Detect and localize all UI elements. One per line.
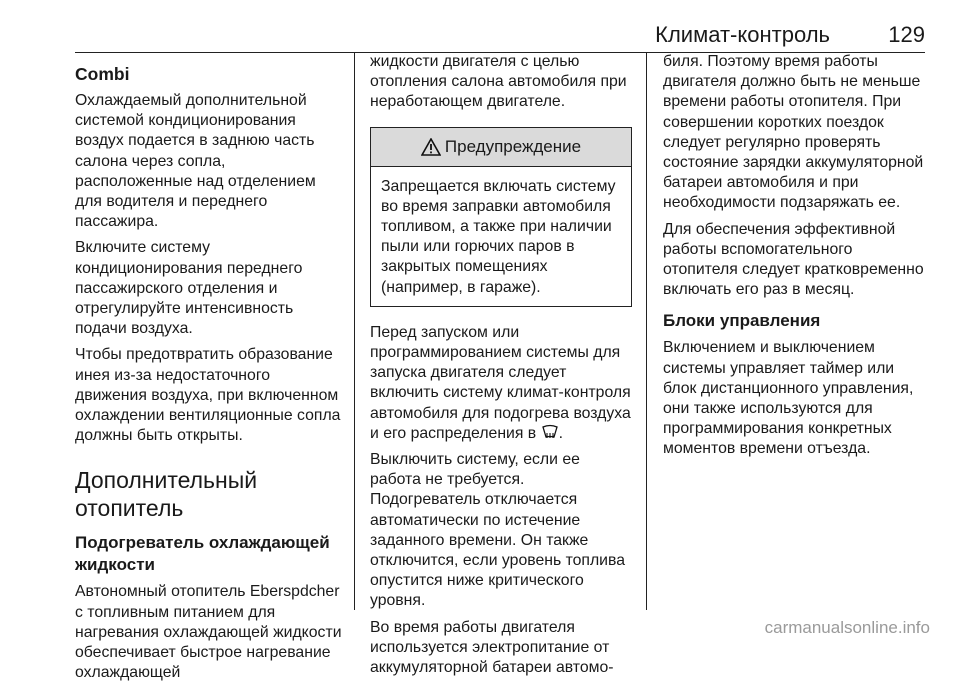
page-number: 129 [888, 22, 925, 47]
combi-paragraph-3: Чтобы предотвратить образование инея из-за недостаточного движения воздуха, при включенном охлаждении вентиляционные сопла должны быть открыты. [75, 346, 341, 445]
windshield-vent-icon [541, 424, 559, 440]
warning-text: Запрещается включать систему во время заправки автомобиля топливом, а также при наличии пыли или горючих паров в закрытых помещениях (например, в гараже). [381, 177, 616, 296]
efficiency-paragraph: Для обеспечения эффективной работы вспомогательного отопителя следует кратковременно включать его раз в месяц. [663, 220, 924, 299]
switch-off-paragraph: Выключить систему, если ее работа не требуется. Подогреватель отключается автоматически по истечение заданного времени. Он также отключится, если уровень топлива опустится ниже критического уровня. [370, 451, 626, 610]
combi-paragraph-1: Охлаждаемый дополнительной системой кондиционирования воздух подается в заднюю часть салона через сопла, расположенные над отделением для водителя и переднего пассажира. [75, 92, 316, 231]
before-start-text: Перед запуском или программированием системы для запуска двигателя следует включить систему климат-контроля автомобиля для подогрева воздуха и его распределения в [370, 323, 631, 442]
before-start-paragraph: Перед запуском или программированием системы для запуска двигателя следует включить систему климат-контроля автомобиля для подогрева воздуха и его распределения в . [370, 323, 631, 442]
column-middle [354, 52, 646, 677]
coolant-heading: Подогреватель охлаждающей жидкости [75, 533, 330, 575]
controls-paragraph: Включением и выключением системы управляет таймер или блок дистанционного управления, они также используются для программирования конкретных моментов времени отъезда. [663, 339, 914, 458]
warning-triangle-icon [421, 138, 441, 156]
watermark: carmanualsonline.info [764, 618, 930, 637]
page-header [75, 0, 925, 53]
warning-header [371, 128, 631, 167]
warning-body [371, 167, 631, 306]
combi-heading: Combi [75, 64, 130, 84]
heater-heading: Дополнительный отопитель [75, 467, 258, 522]
warning-title: Предупреждение [444, 136, 582, 156]
combi-paragraph-2: Включите систему кондиционирования переднего пассажирского отделения и отрегулируйте интенсивность подачи воздуха. [75, 239, 303, 338]
warning-box [370, 127, 632, 307]
column-left [75, 52, 354, 682]
header-title: Климат-контроль [655, 22, 830, 47]
controls-heading: Блоки управления [663, 311, 821, 331]
column-right [646, 52, 926, 610]
continued-paragraph: жидкости двигателя с целью отопления салона автомобиля при неработающем двигателе. [370, 53, 627, 111]
coolant-paragraph-1: Автономный отопитель Eberspdcher с топливным питанием для нагревания охлаждающей жидкости обеспечивает быстрое нагревание охлаждающей [75, 583, 342, 682]
during-operation-paragraph: Во время работы двигателя используется электропитание от аккумуляторной батареи автомо- [370, 618, 614, 677]
continued-paragraph-right: биля. Поэтому время работы двигателя должно быть не меньше времени работы отопителя. При совершении коротких поездок следует регулярно проверять состояние зарядки аккумуляторной батареи автомобиля и при необходимости подзаряжать ее. [663, 53, 924, 212]
